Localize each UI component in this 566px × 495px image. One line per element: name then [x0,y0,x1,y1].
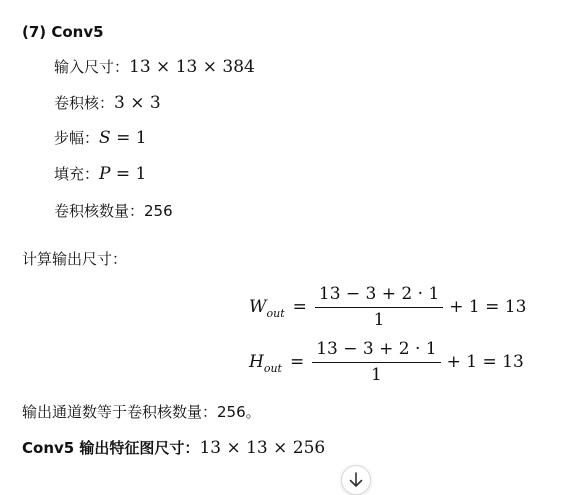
item-value: = 1 [110,128,147,148]
item-label: 步幅： [54,129,100,147]
item-label: 填充： [54,165,100,183]
compute-label: 计算输出尺寸： [22,250,128,268]
summary-line [22,437,325,458]
channels-text: 输出通道数等于卷积核数量：256。 [22,403,261,421]
fraction: $\frac{13 - 3 + 2 \cdot 1}{1}$ [315,284,443,330]
equation-height: $H_{out}$ = $\frac{13 - 3 + 2 \cdot 1}{1}$ + 1 = 13 [249,339,524,385]
summary-value: 13 × 13 × 256 [199,438,326,458]
arrow-down-icon [349,472,363,488]
item-value: 13 × 13 × 384 [129,57,255,77]
item-value: 256 [144,202,173,220]
list-item [54,200,173,221]
list-item [54,163,146,184]
section-title: (7) Conv5 [22,23,104,41]
list-item [54,127,147,148]
list-item [54,92,161,113]
item-label: 输入尺寸： [54,58,130,76]
summary-label: Conv5 输出特征图尺寸： [22,439,200,457]
item-label: 卷积核： [54,94,115,112]
item-symbol: P [99,164,111,184]
list-item [54,56,255,77]
item-label: 卷积核数量： [54,202,145,220]
equation-width: $W_{out}$ = $\frac{13 - 3 + 2 \cdot 1}{1}$ + 1 = 13 [249,284,527,330]
fraction: $\frac{13 - 3 + 2 \cdot 1}{1}$ [312,339,440,385]
item-symbol: S [99,128,111,148]
item-value: 3 × 3 [114,93,161,113]
item-value: = 1 [110,164,147,184]
scroll-down-button[interactable] [341,465,371,495]
